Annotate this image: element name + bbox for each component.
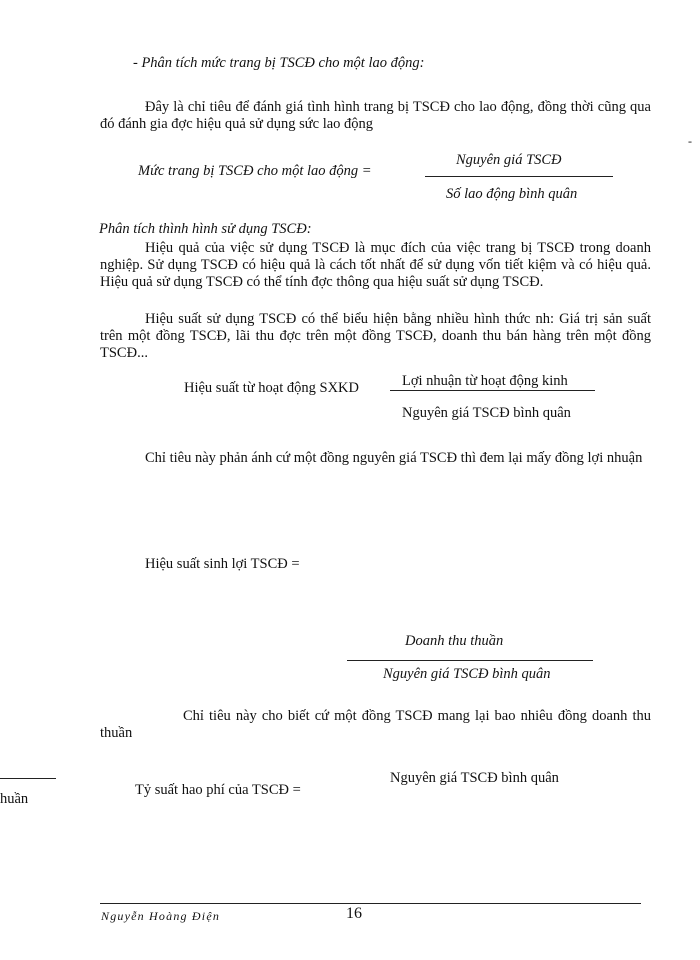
footer-author: Nguyễn Hoàng Điện [101,909,221,923]
formula-label-cost-ratio: Tỷ suất hao phí của TSCĐ = [135,782,301,798]
asset-usage-paragraph-1: Hiệu quả của việc sử dụng TSCĐ là mục đích của việc trang bị TSCĐ trong doanh nghiệp. Sử dụng TSCĐ có hiệu quả là cách tốt nhất để sử dụng vốn tiết kiệm và có hiệu quả. Hiệu quả sử dụng TSCĐ có thể tính đợc thông qua hiệu suất sử dụng TSCĐ. [100,240,651,290]
stray-text-left: huần [0,791,29,807]
formula-numerator-net-revenue: Doanh thu thuần [405,633,504,649]
formula-numerator-original-cost: Nguyên giá TSCĐ [456,152,562,168]
fraction-bar-sxkd [390,390,595,391]
equipment-per-worker-description: Đây là chỉ tiêu để đánh giá tình hình trang bị TSCĐ cho lao động, đồng thời cũng qua đó đánh gia đợc hiệu quả sử dụng sức lao động [100,99,651,132]
formula-denominator-avg-original-cost: Nguyên giá TSCĐ bình quân [402,405,571,421]
fraction-bar-profit-yield [347,660,593,661]
fraction-bar-equipment [425,176,613,177]
formula-denominator-avg-workers: Số lao động bình quân [446,186,578,202]
section-heading-asset-usage: Phân tích thình hình sử dụng TSCĐ: [99,221,312,237]
formula-label-profit-yield: Hiệu suất sinh lợi TSCĐ = [145,556,300,572]
sxkd-efficiency-note: Chỉ tiêu này phản ánh cứ một đồng nguyên giá TSCĐ thì đem lại mấy đồng lợi nhuận [145,450,643,466]
asset-usage-paragraph-2: Hiệu suất sử dụng TSCĐ có thể biểu hiện bằng nhiều hình thức nh: Giá trị sản suất trên một đồng TSCĐ, lãi thu đợc trên một đồng TSCĐ, doanh thu bán hàng trên một đồng TSCĐ... [100,311,651,361]
stray-mark: - [688,134,692,148]
formula-label-equipment-per-worker: Mức trang bị TSCĐ cho một lao động = [138,163,372,179]
formula-numerator-operating-profit: Lợi nhuận từ hoạt động kinh [402,373,568,389]
profit-yield-note: Chỉ tiêu này cho biết cứ một đồng TSCĐ mang lại bao nhiêu đồng doanh thu thuần [100,708,651,741]
formula-denominator-avg-original-cost-2: Nguyên giá TSCĐ bình quân [383,666,551,682]
page-number: 16 [346,905,362,922]
footer-rule [100,903,641,904]
section-heading-equipment-per-worker: - Phân tích mức trang bị TSCĐ cho một lao động: [133,55,425,71]
stray-fraction-bar [0,778,56,779]
formula-numerator-avg-original-cost: Nguyên giá TSCĐ bình quân [390,770,559,786]
formula-label-sxkd-efficiency: Hiệu suất từ hoạt động SXKD [184,380,359,396]
